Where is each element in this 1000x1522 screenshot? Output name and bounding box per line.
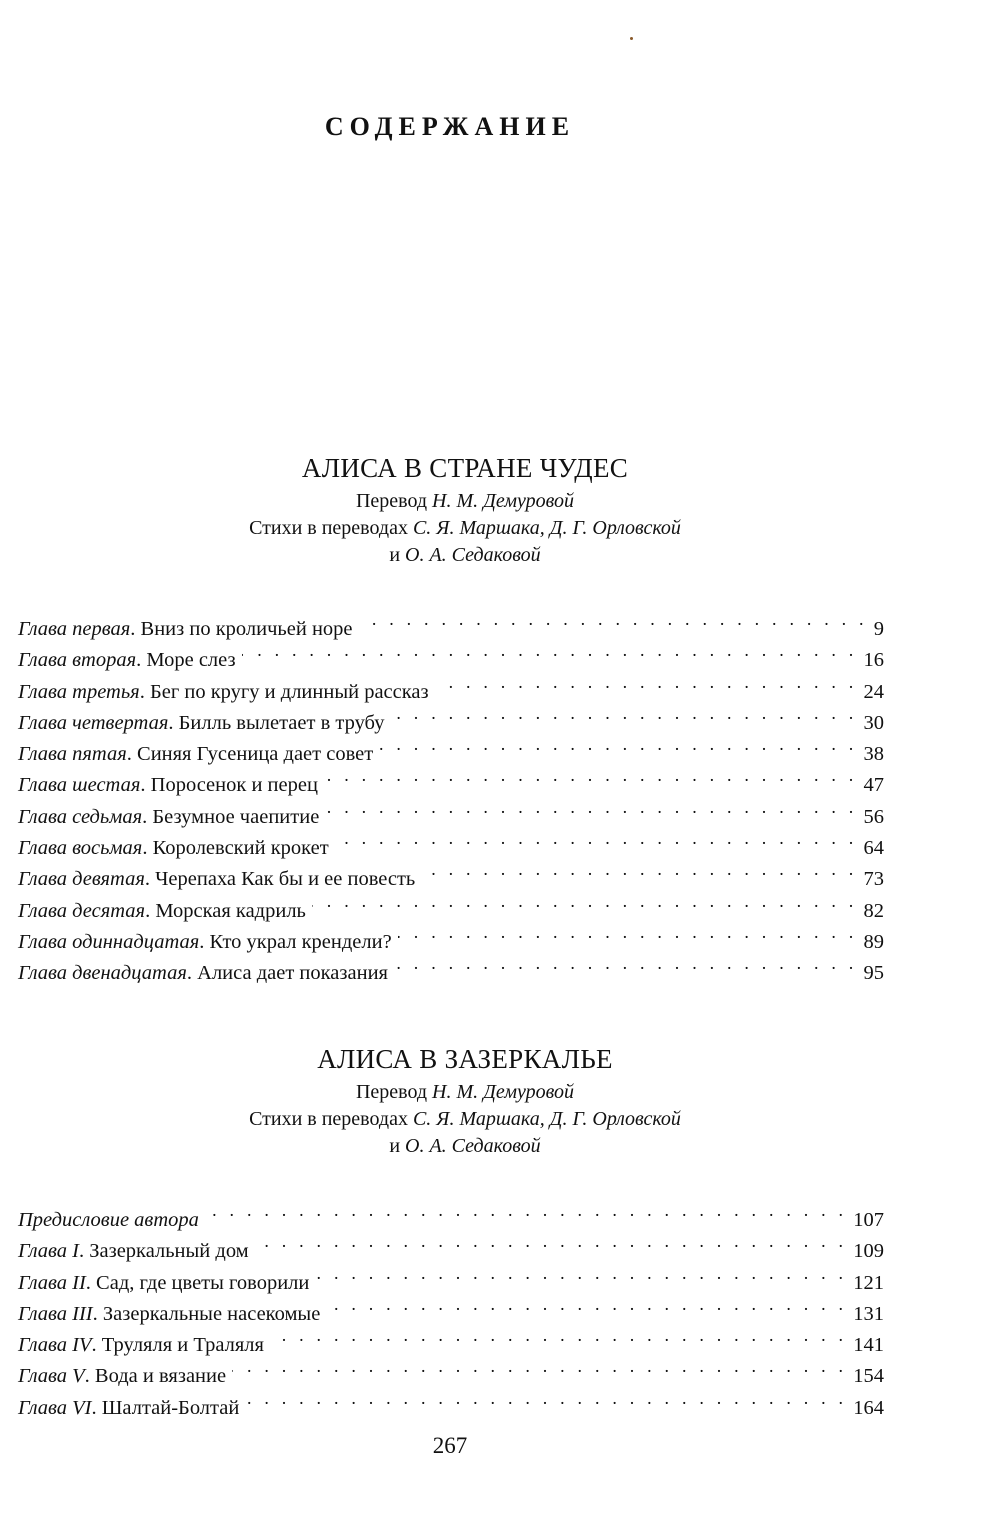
chapter-separator: . (142, 805, 153, 828)
paper-speck (630, 37, 633, 40)
chapter-label: Глава девятая (18, 868, 145, 891)
toc-entry-label (18, 802, 319, 833)
translator-name: Н. М. Демуровой (432, 490, 575, 512)
dot-leader (335, 823, 858, 854)
chapter-separator: . (92, 1302, 103, 1325)
toc-page-number: 107 (853, 1209, 884, 1231)
dot-leader (398, 917, 858, 948)
dot-leader (255, 1226, 848, 1257)
translation-prefix: Перевод (355, 1081, 433, 1103)
dot-leader (326, 1289, 847, 1320)
poems-translator-last: О. А. Седаковой (405, 1135, 541, 1157)
chapter-separator: . (186, 962, 198, 985)
chapter-separator: . (130, 618, 141, 640)
chapter-label: Глава четвертая (18, 711, 169, 734)
toc-entry-label (18, 677, 429, 708)
toc-page-number: 56 (863, 805, 884, 828)
chapter-label: Глава V (18, 1365, 85, 1388)
chapter-separator: . (136, 649, 147, 672)
section-title: АЛИСА В ЗАЗЕРКАЛЬЕ (317, 1044, 613, 1074)
chapter-label: Глава IV (18, 1334, 92, 1357)
chapter-label: Глава I (18, 1240, 79, 1263)
chapter-title: Шалтай-Болтай (101, 1396, 240, 1419)
poems-prefix: Стихи в переводах (249, 1108, 413, 1130)
toc-page-number: 95 (863, 962, 884, 985)
chapter-title: Сад, где цветы говорили (96, 1271, 310, 1294)
toc-page-number: 16 (863, 649, 884, 672)
chapter-label: Предисловие автора (18, 1209, 199, 1231)
chapter-title: Зазеркальный дом (89, 1240, 249, 1263)
chapter-label: Глава седьмая (18, 805, 143, 828)
toc-page-number: 82 (863, 899, 884, 922)
chapter-title: Безумное чаепитие (152, 805, 320, 828)
poems-credit-continued (46, 1133, 884, 1160)
chapter-separator: . (140, 774, 151, 797)
chapter-separator: . (142, 837, 153, 860)
toc-entry-label (18, 833, 329, 864)
translation-credit (46, 1079, 884, 1106)
chapter-label: Глава пятая (18, 743, 127, 766)
chapter-label: Глава VI (18, 1396, 92, 1419)
poems-translators: С. Я. Маршака, Д. Г. Орловской (412, 517, 681, 539)
translation-prefix: Перевод (355, 490, 433, 512)
chapter-title: Алиса дает показания (197, 962, 388, 985)
toc-page-number: 164 (853, 1396, 884, 1419)
page-title: СОДЕРЖАНИЕ (324, 112, 576, 141)
chapter-separator: . (199, 930, 210, 953)
chapter-label: Глава II (18, 1271, 86, 1294)
chapter-label: Глава шестая (18, 774, 141, 797)
toc-entry-label (18, 1330, 264, 1361)
dot-leader (435, 667, 858, 698)
dot-leader (394, 948, 858, 979)
chapter-title: Вниз по кроличьей норе (140, 618, 353, 640)
chapter-separator: . (85, 1271, 97, 1294)
chapter-title: Черепаха Как бы и ее повесть (155, 868, 416, 891)
poems-credit-continued (46, 542, 884, 569)
dot-leader (205, 1195, 847, 1226)
chapter-title: Морская кадриль (155, 899, 306, 922)
chapter-label: Глава двенадцатая (18, 962, 187, 985)
chapter-title: Синяя Гусеница дает совет (137, 743, 374, 766)
toc-entry-label (18, 1205, 199, 1236)
poems-and: и (389, 544, 406, 566)
poems-and: и (389, 1135, 406, 1157)
section-alice-wonderland (18, 448, 884, 985)
toc-page-number: 141 (853, 1334, 884, 1357)
dot-leader (312, 886, 858, 917)
toc-entry-label (18, 958, 388, 989)
chapter-label: Глава одиннадцатая (18, 930, 200, 953)
toc-page-number: 9 (873, 618, 884, 640)
toc-page-number: 73 (863, 868, 884, 891)
toc-entry-label (18, 1361, 226, 1392)
section-heading (18, 448, 884, 569)
dot-leader (325, 792, 857, 823)
dot-leader (232, 1351, 847, 1382)
toc-page-number: 121 (853, 1271, 884, 1294)
toc-entry-label (18, 927, 392, 958)
toc-page-number: 47 (863, 774, 884, 797)
chapter-label: Глава восьмая (18, 837, 143, 860)
poems-credit (46, 515, 884, 542)
poems-translator-last: О. А. Седаковой (405, 544, 541, 566)
chapter-label: Глава десятая (18, 899, 146, 922)
chapter-title: Поросенок и перец (150, 774, 318, 797)
toc-entry-label (18, 1236, 249, 1267)
dot-leader (359, 604, 868, 635)
toc-entry[interactable] (18, 604, 884, 640)
toc-page-number: 38 (863, 743, 884, 766)
toc-entry-label (18, 770, 318, 801)
dot-leader (324, 760, 858, 791)
chapter-label: Глава вторая (18, 649, 137, 672)
dot-leader (245, 1383, 847, 1414)
chapter-title: Зазеркальные насекомые (102, 1302, 321, 1325)
translation-credit (46, 488, 884, 515)
poems-translators: С. Я. Маршака, Д. Г. Орловской (412, 1108, 681, 1130)
toc-page-number: 30 (863, 711, 884, 734)
toc-entry-label (18, 739, 373, 770)
dot-leader (270, 1320, 847, 1351)
toc-page-number: 24 (863, 680, 884, 703)
chapter-title: Королевский крокет (152, 837, 329, 860)
chapter-title: Труляля и Траляля (101, 1334, 264, 1357)
chapter-separator: . (144, 868, 156, 891)
poems-prefix: Стихи в переводах (249, 517, 413, 539)
chapter-separator: . (145, 899, 156, 922)
toc-entry[interactable] (18, 1195, 884, 1231)
chapter-separator: . (168, 711, 179, 734)
toc-entry-label (18, 708, 384, 739)
chapter-separator: . (126, 743, 138, 766)
toc-page-number: 109 (853, 1240, 884, 1263)
toc-page-number: 154 (853, 1365, 884, 1388)
toc-entry-label (18, 1268, 309, 1299)
toc-list (18, 1195, 884, 1419)
chapter-separator: . (139, 680, 150, 703)
chapter-title: Кто украл крендели? (209, 930, 392, 953)
dot-leader (379, 729, 857, 760)
dot-leader (421, 854, 857, 885)
chapter-label: Глава третья (18, 680, 140, 703)
chapter-separator: . (91, 1396, 102, 1419)
toc-entry-label (18, 645, 236, 676)
chapter-separator: . (84, 1365, 95, 1388)
translator-name: Н. М. Демуровой (432, 1081, 575, 1103)
toc-entry-label (18, 896, 306, 927)
toc-list (18, 604, 884, 985)
toc-page-number: 89 (863, 930, 884, 953)
dot-leader (315, 1258, 847, 1289)
chapter-separator: . (91, 1334, 102, 1357)
chapter-label: Глава первая (18, 618, 131, 640)
toc-page-number: 64 (863, 837, 884, 860)
dot-leader (242, 635, 858, 666)
page-number: 267 (432, 1433, 468, 1458)
chapter-title: Бег по кругу и длинный рассказ (149, 680, 429, 703)
chapter-separator: . (78, 1240, 90, 1263)
dot-leader (390, 698, 857, 729)
chapter-title: Вода и вязание (94, 1365, 227, 1388)
section-heading (18, 1039, 884, 1160)
chapter-title: Море слез (146, 649, 236, 672)
poems-credit (46, 1106, 884, 1133)
toc-page-number: 131 (853, 1302, 884, 1325)
chapter-label: Глава III (18, 1302, 93, 1325)
toc-entry-label (18, 1393, 239, 1424)
section-alice-looking-glass (18, 1039, 884, 1419)
section-title: АЛИСА В СТРАНЕ ЧУДЕС (301, 453, 629, 483)
chapter-title: Билль вылетает в трубу (178, 711, 385, 734)
